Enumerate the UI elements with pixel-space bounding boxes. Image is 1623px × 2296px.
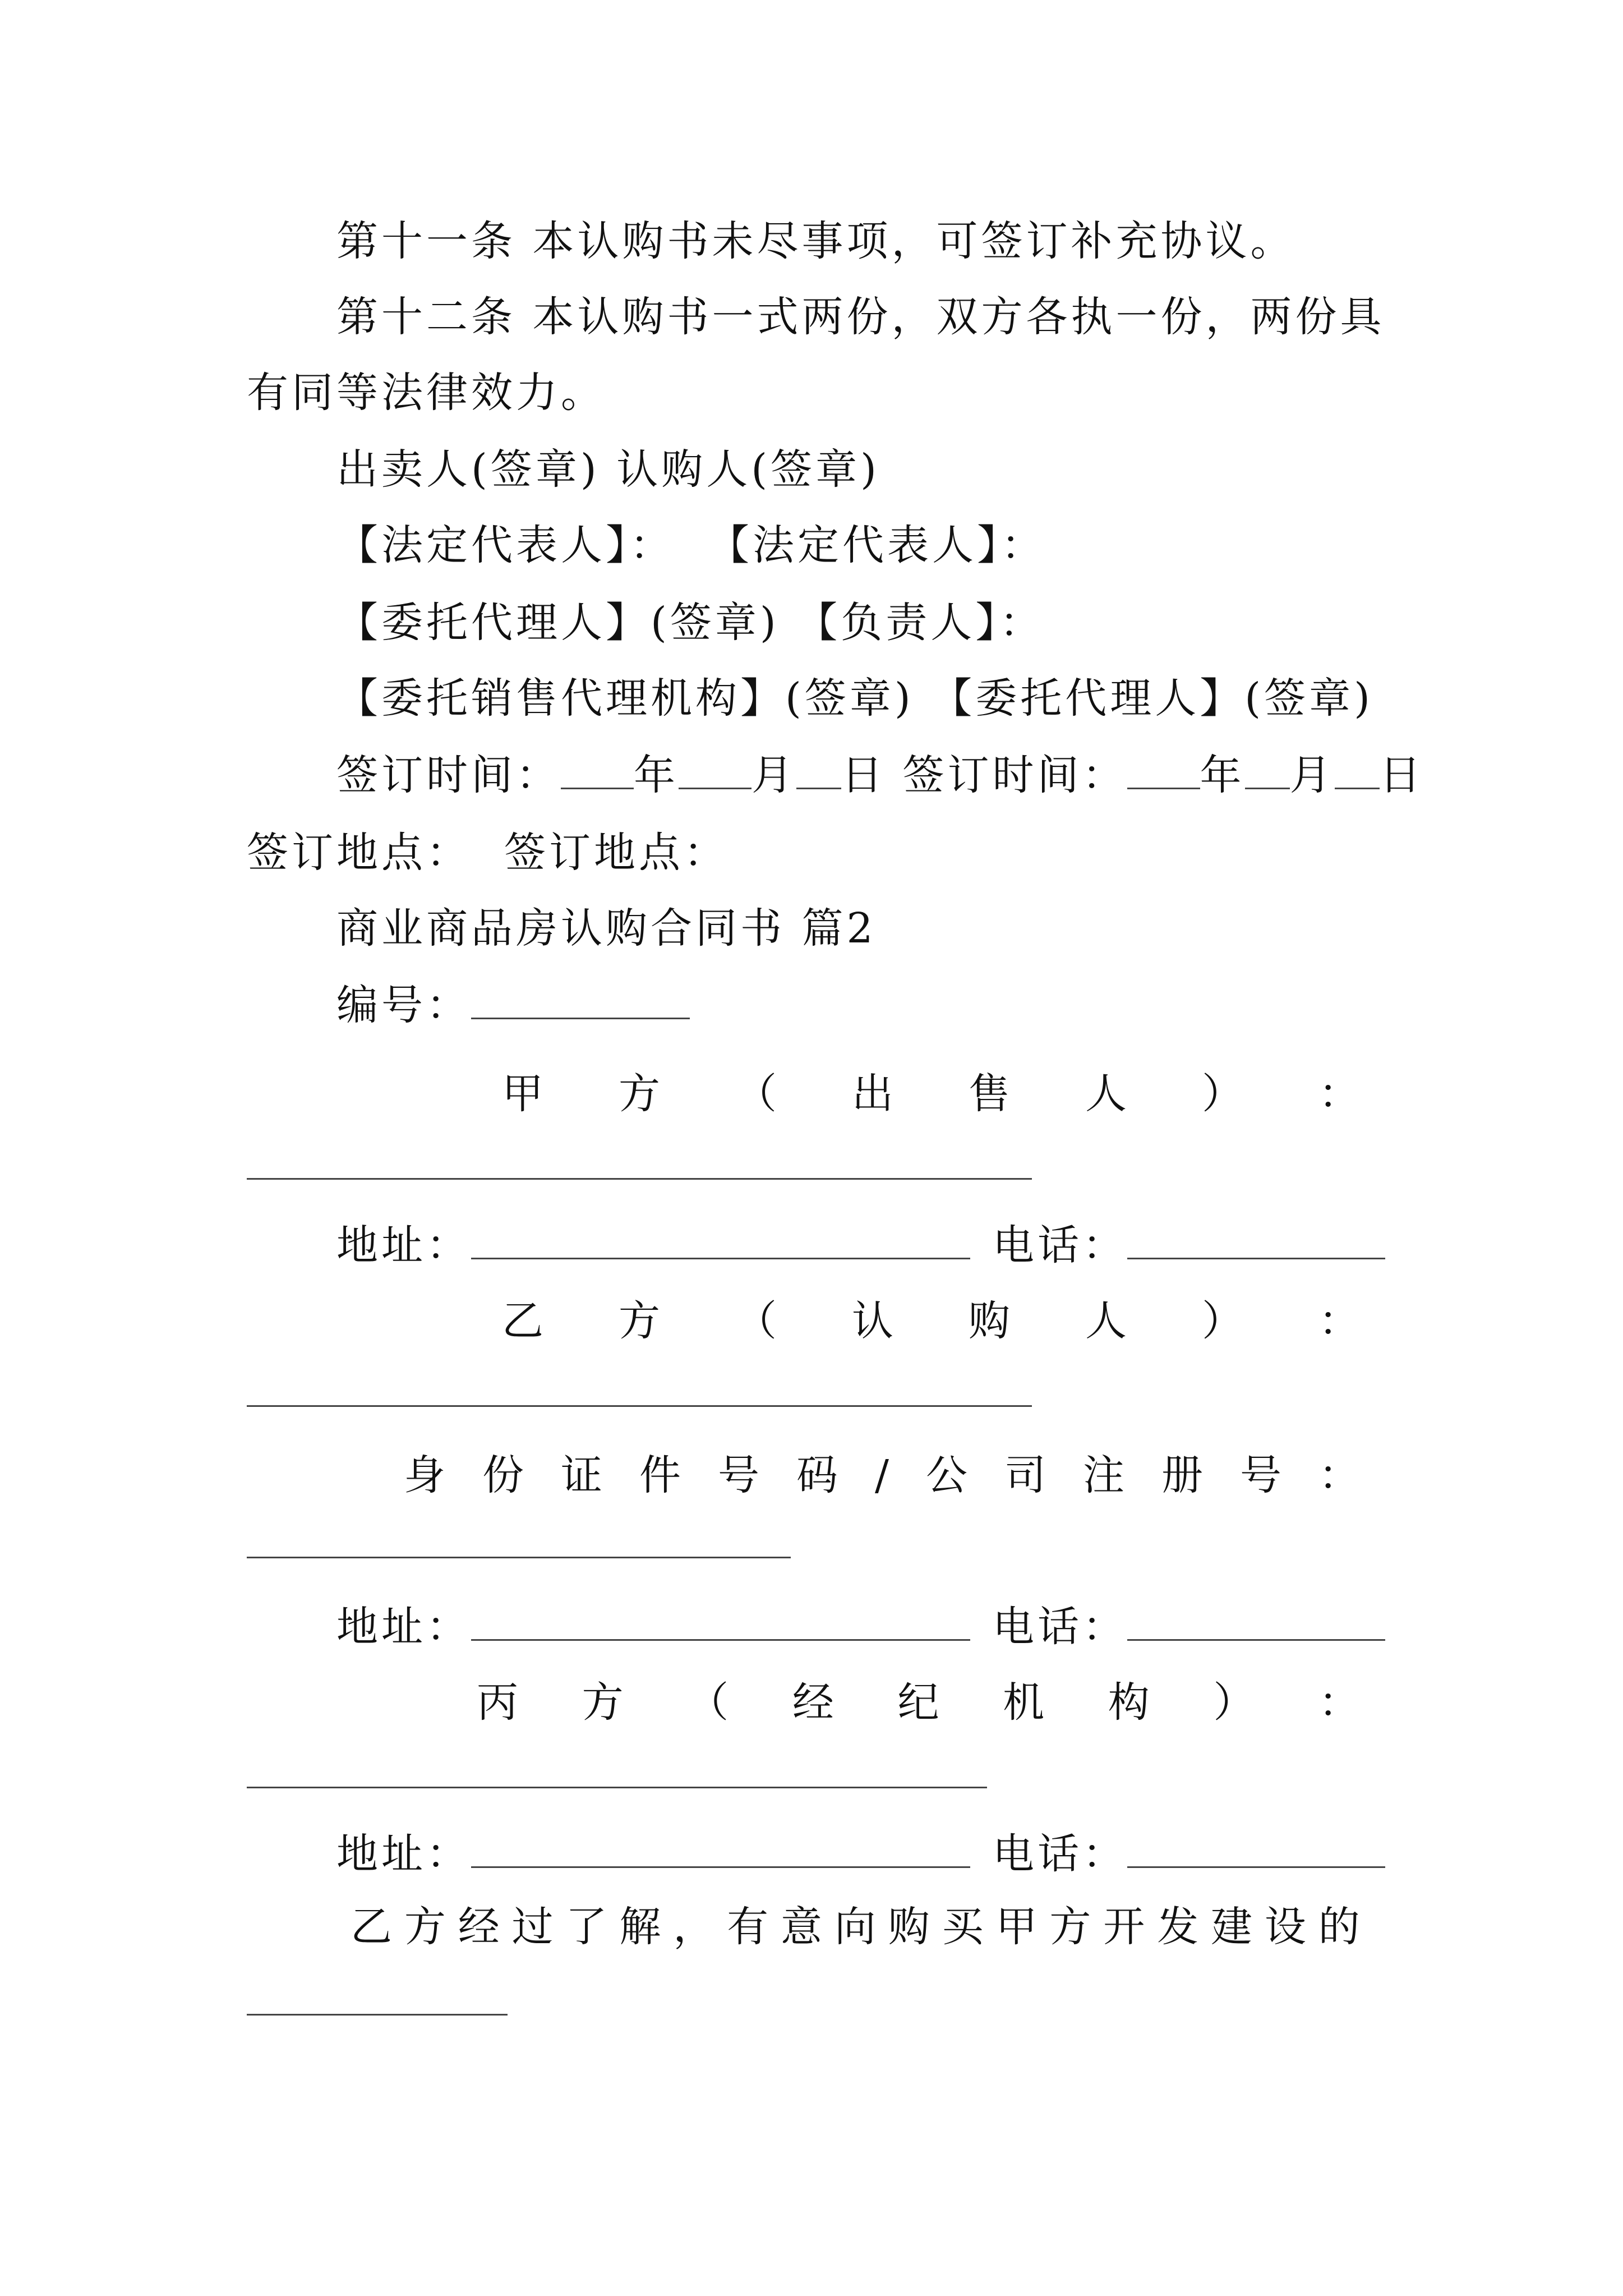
month-label-2: 月 bbox=[1289, 751, 1335, 799]
intent-char: 解 bbox=[619, 1903, 661, 1951]
id-char: / bbox=[875, 1451, 889, 1499]
intent-char: 过 bbox=[511, 1903, 554, 1951]
id-char: 册 bbox=[1161, 1451, 1203, 1499]
sign-time-label-2: 签订时间： bbox=[886, 751, 1127, 799]
phone-blank bbox=[1127, 1602, 1385, 1641]
party-b-heading bbox=[502, 1293, 1360, 1349]
party-c-char: 方 bbox=[582, 1678, 624, 1727]
intent-char: 的 bbox=[1318, 1903, 1360, 1951]
party-c-char: 纪 bbox=[897, 1678, 939, 1727]
intent-char: 甲 bbox=[995, 1903, 1038, 1951]
intent-char: 开 bbox=[1103, 1903, 1145, 1951]
phone-blank bbox=[1127, 1829, 1385, 1868]
sign-time-label: 签订时间： bbox=[336, 751, 561, 799]
address-blank bbox=[471, 1829, 970, 1868]
id-char: 号 bbox=[1239, 1451, 1281, 1499]
address-label: 地址： bbox=[336, 1603, 471, 1651]
year-blank bbox=[561, 751, 634, 789]
id-char: 司 bbox=[1004, 1451, 1046, 1499]
party-a-char: 方 bbox=[619, 1070, 660, 1118]
party-c-heading bbox=[477, 1674, 1360, 1731]
intent-char: 购 bbox=[888, 1903, 930, 1951]
party-b-char: ： bbox=[1318, 1297, 1360, 1345]
intent-char: 建 bbox=[1211, 1903, 1252, 1951]
party-c-address-line bbox=[336, 1826, 1385, 1882]
address-blank bbox=[471, 1602, 970, 1641]
party-b-char: 乙 bbox=[502, 1297, 543, 1345]
party-b-char: 人 bbox=[1085, 1297, 1127, 1345]
party-a-char: 甲 bbox=[502, 1070, 543, 1118]
intent-char: 意 bbox=[781, 1903, 822, 1951]
party-c-char: ） bbox=[1213, 1678, 1255, 1727]
party-c-char: 丙 bbox=[477, 1678, 518, 1727]
intent-char: ， bbox=[673, 1903, 715, 1951]
month-blank bbox=[679, 751, 751, 789]
legal-representative-line: 【法定代表人】： 【法定代表人】： bbox=[336, 521, 1046, 569]
id-char: 注 bbox=[1082, 1451, 1124, 1499]
intent-char: 方 bbox=[404, 1903, 446, 1951]
sign-place-line: 签订地点： 签订地点： bbox=[247, 829, 729, 877]
phone-label: 电话： bbox=[993, 1603, 1127, 1651]
party-a-char: 售 bbox=[969, 1070, 1010, 1118]
party-c-char: ： bbox=[1318, 1678, 1360, 1727]
intent-char: 买 bbox=[942, 1903, 984, 1951]
sales-agency-line: 【委托销售代理机构】(签章) 【委托代理人】(签章) bbox=[336, 674, 1374, 723]
authorized-agent-line: 【委托代理人】(签章) 【负责人】： bbox=[336, 599, 1045, 647]
clause-11: 第十一条 本认购书未尽事项，可签订补充协议。 bbox=[336, 217, 1295, 265]
clause-12-line1: 第十二条 本认购书一式两份，双方各执一份，两份具 bbox=[336, 293, 1385, 341]
party-a-address-line bbox=[336, 1217, 1385, 1273]
party-b-char: （ bbox=[735, 1297, 777, 1345]
project-name-blank bbox=[247, 2014, 508, 2016]
part2-title: 商业商品房认购合同书 篇2 bbox=[336, 904, 877, 953]
party-a-char: （ bbox=[735, 1070, 777, 1118]
intent-char: 了 bbox=[565, 1903, 607, 1951]
intent-char: 向 bbox=[834, 1903, 876, 1951]
party-a-blank bbox=[247, 1178, 1032, 1180]
day-blank bbox=[796, 751, 841, 789]
party-c-char: （ bbox=[687, 1678, 729, 1727]
intent-char: 乙 bbox=[351, 1903, 392, 1951]
party-a-heading bbox=[502, 1066, 1360, 1122]
clause-12-line2: 有同等法律效力。 bbox=[247, 369, 606, 417]
address-label: 地址： bbox=[336, 1830, 471, 1878]
id-number-blank bbox=[247, 1557, 791, 1558]
id-char: 公 bbox=[925, 1451, 967, 1499]
id-char: 证 bbox=[561, 1451, 602, 1499]
phone-label: 电话： bbox=[993, 1221, 1127, 1269]
intent-char: 设 bbox=[1264, 1903, 1306, 1951]
month-blank-2 bbox=[1245, 751, 1290, 789]
address-blank bbox=[471, 1221, 970, 1259]
party-b-char: 方 bbox=[619, 1297, 660, 1345]
party-a-char: 人 bbox=[1085, 1070, 1127, 1118]
party-c-blank bbox=[247, 1787, 987, 1788]
day-label-2: 日 bbox=[1379, 751, 1424, 799]
intent-char: 经 bbox=[458, 1903, 500, 1951]
year-label: 年 bbox=[634, 751, 679, 799]
signature-parties: 出卖人(签章) 认购人(签章) bbox=[336, 445, 880, 494]
party-c-char: 机 bbox=[1003, 1678, 1045, 1727]
day-blank-2 bbox=[1335, 751, 1380, 789]
contract-number-line bbox=[336, 977, 690, 1033]
id-char: 份 bbox=[482, 1451, 524, 1499]
party-b-char: 购 bbox=[969, 1297, 1010, 1345]
month-label: 月 bbox=[751, 751, 796, 799]
day-label: 日 bbox=[841, 751, 886, 799]
party-b-char: ） bbox=[1202, 1297, 1243, 1345]
sign-time-line bbox=[336, 747, 1424, 803]
phone-blank bbox=[1127, 1221, 1385, 1259]
id-char: 码 bbox=[796, 1451, 838, 1499]
purchase-intent-line bbox=[351, 1899, 1360, 1955]
id-char: 号 bbox=[718, 1451, 759, 1499]
year-blank-2 bbox=[1127, 751, 1200, 789]
phone-label: 电话： bbox=[993, 1830, 1127, 1878]
party-c-char: 构 bbox=[1108, 1678, 1150, 1727]
party-a-char: 出 bbox=[852, 1070, 893, 1118]
party-b-address-line bbox=[336, 1599, 1385, 1655]
intent-char: 方 bbox=[1049, 1903, 1091, 1951]
id-char: 身 bbox=[404, 1451, 445, 1499]
number-blank bbox=[471, 981, 690, 1019]
number-label: 编号： bbox=[336, 981, 471, 1029]
id-char: ： bbox=[1318, 1451, 1360, 1499]
party-a-char: ： bbox=[1318, 1070, 1360, 1118]
party-b-char: 认 bbox=[852, 1297, 893, 1345]
party-b-blank bbox=[247, 1405, 1032, 1407]
intent-char: 有 bbox=[727, 1903, 769, 1951]
party-c-char: 经 bbox=[792, 1678, 834, 1727]
id-number-heading bbox=[404, 1447, 1360, 1503]
year-label-2: 年 bbox=[1200, 751, 1245, 799]
address-label: 地址： bbox=[336, 1221, 471, 1269]
intent-char: 发 bbox=[1157, 1903, 1199, 1951]
id-char: 件 bbox=[639, 1451, 681, 1499]
party-a-char: ） bbox=[1202, 1070, 1243, 1118]
